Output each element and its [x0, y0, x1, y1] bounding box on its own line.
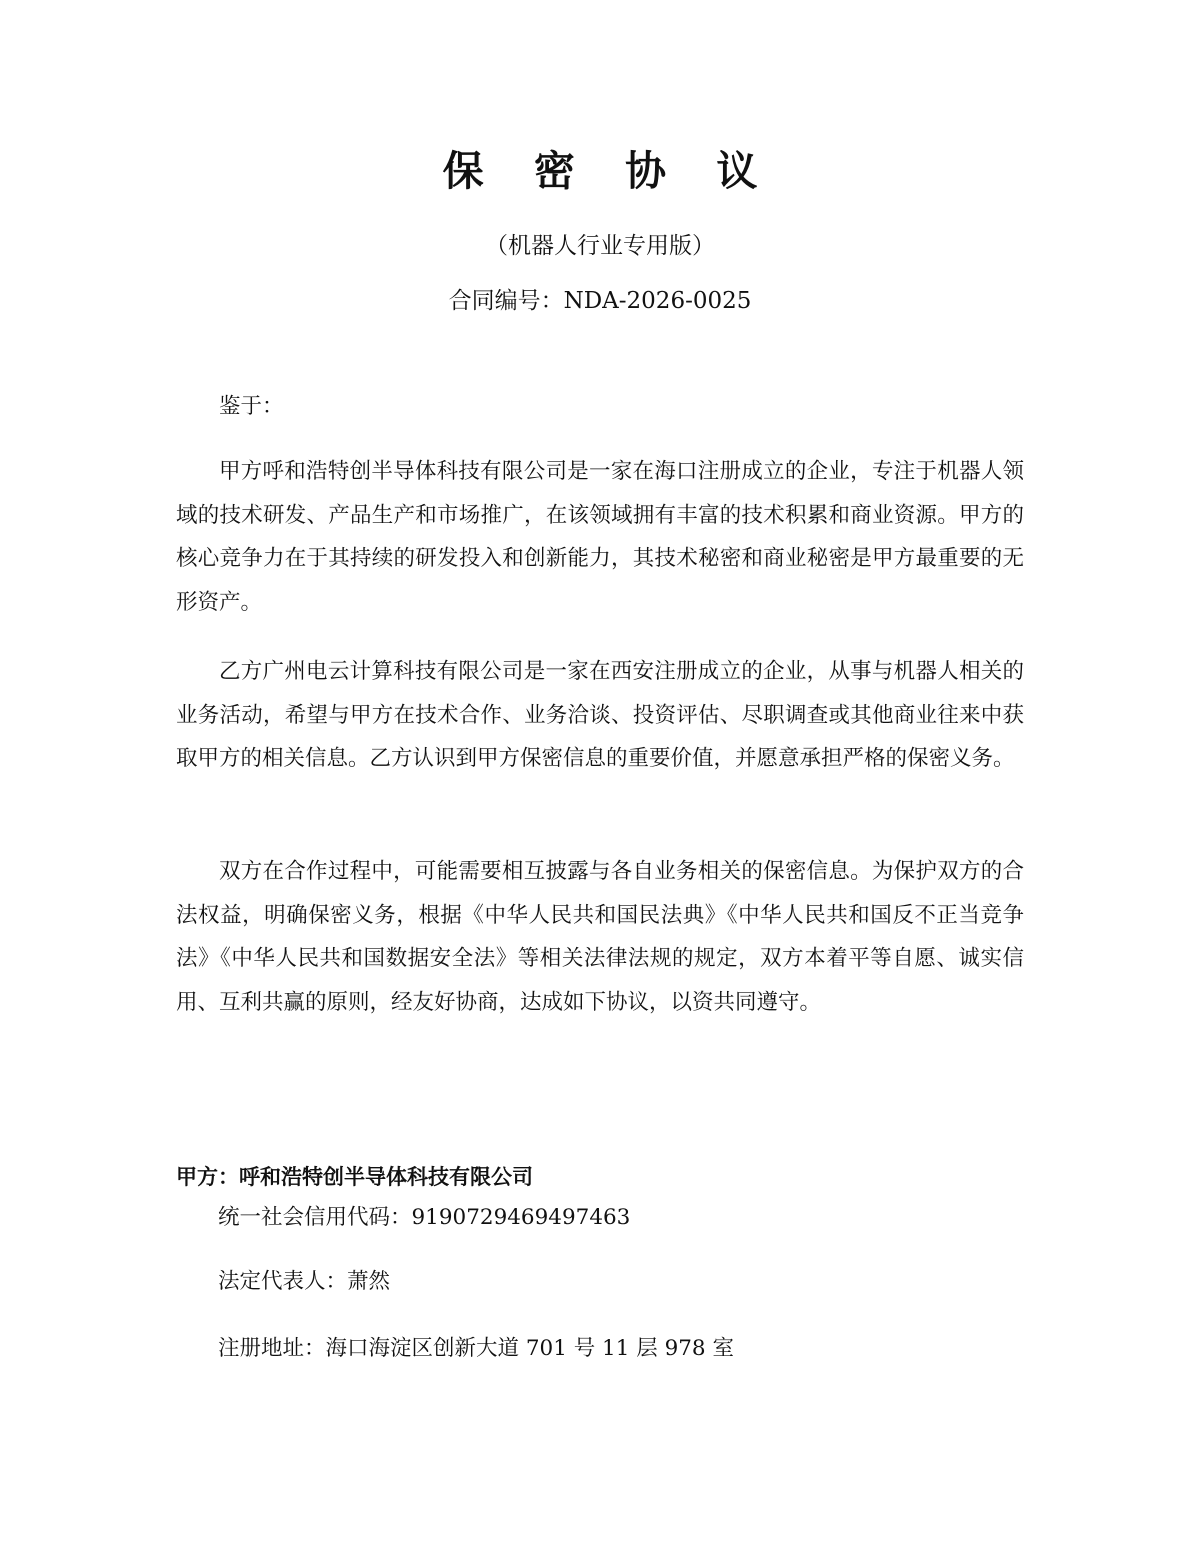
- paragraph-agreement-purpose: 双方在合作过程中，可能需要相互披露与各自业务相关的保密信息。为保护双方的合法权益，明确保密义务，根据《中华人民共和国民法典》《中华人民共和国反不正当竞争法》《中华人民共和国数据安全法》等相关法律法规的规定，双方本着平等自愿、诚实信用、互利共赢的原则，经友好协商，达成如下协议，以资共同遵守。: [176, 859, 1024, 1015]
- paragraph-party-b-background: 乙方广州电云计算科技有限公司是一家在西安注册成立的企业，从事与机器人相关的业务活动，希望与甲方在技术合作、业务洽谈、投资评估、尽职调查或其他商业往来中获取甲方的相关信息。乙方认识到甲方保密信息的重要价值，并愿意承担严格的保密义务。: [176, 659, 1024, 771]
- party-a-address: 注册地址：海口海淀区创新大道 701 号 11 层 978 室: [218, 1336, 734, 1361]
- intro-text: 鉴于：: [219, 394, 284, 419]
- party-a-legal-representative: 法定代表人：萧然: [218, 1269, 391, 1294]
- party-a-credit-code: 统一社会信用代码：9190729469497463: [218, 1205, 631, 1230]
- contract-number-label: 合同编号：: [448, 288, 564, 314]
- document-title: 保 密 协 议: [442, 147, 776, 195]
- paragraph-party-a-background: 甲方呼和浩特创半导体科技有限公司是一家在海口注册成立的企业，专注于机器人领域的技术研发、产品生产和市场推广，在该领域拥有丰富的技术积累和商业资源。甲方的核心竞争力在于其持续的研发投入和创新能力，其技术秘密和商业秘密是甲方最重要的无形资产。: [176, 459, 1024, 615]
- document-subtitle: （机器人行业专用版）: [485, 233, 715, 259]
- party-a-heading: 甲方：呼和浩特创半导体科技有限公司: [176, 1165, 533, 1189]
- contract-number: [0, 283, 1200, 319]
- contract-number-value: NDA-2026-0025: [563, 288, 752, 314]
